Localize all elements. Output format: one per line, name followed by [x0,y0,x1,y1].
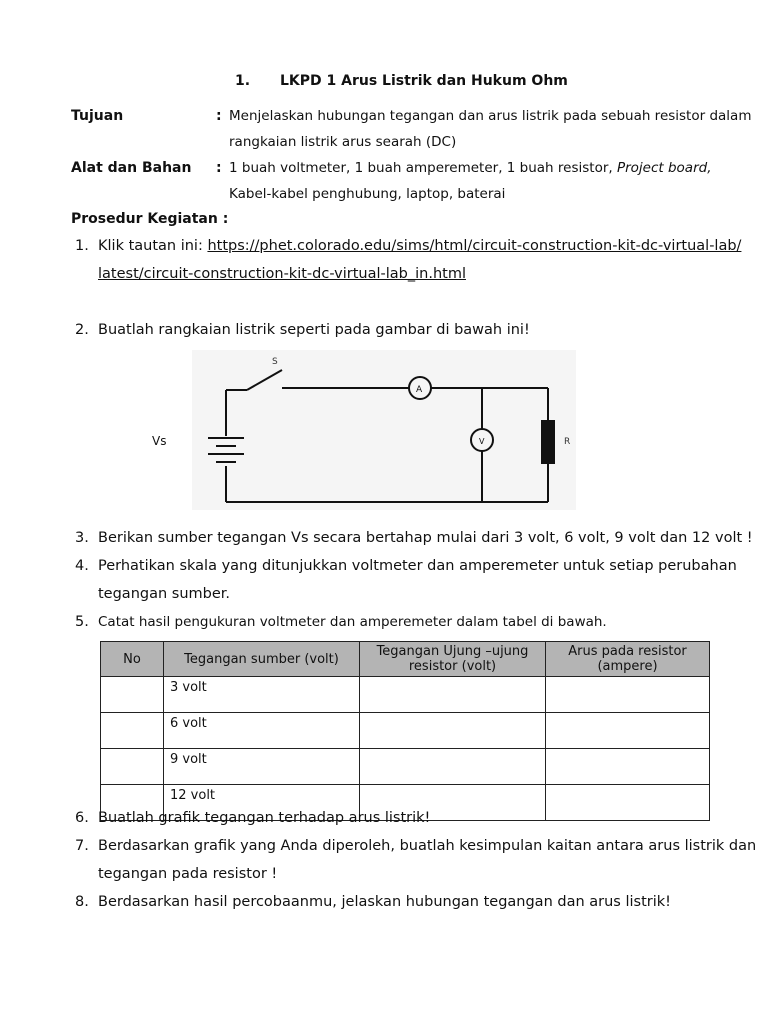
title-text: LKPD 1 Arus Listrik dan Hukum Ohm [280,73,568,89]
cell-source-voltage: 3 volt [164,677,360,713]
step-7-text: Berdasarkan grafik yang Anda diperoleh, buatlah kesimpulan kaitan antara arus listrik dan [98,838,757,854]
header-current-line1: Arus pada resistor [568,644,687,659]
ammeter-label: A [416,385,423,395]
tujuan-colon: : [216,108,222,124]
step-5-text: Catat hasil pengukuran voltmeter dan amperemeter dalam tabel di bawah. [98,614,607,630]
cell-current[interactable] [546,677,710,713]
step-3-number: 3. [75,530,89,546]
cell-current[interactable] [546,785,710,821]
tujuan-label: Tujuan [71,108,124,124]
step-7-text-cont: tegangan pada resistor ! [98,866,278,882]
step-3-text: Berikan sumber tegangan Vs secara bertahap mulai dari 3 volt, 6 volt, 9 volt dan 12 volt ! [98,530,753,546]
step-2-text: Buatlah rangkaian listrik seperti pada gambar di bawah ini! [98,322,530,338]
prosedur-label: Prosedur Kegiatan : [71,211,229,227]
header-resistor-voltage [360,642,546,677]
cell-source-voltage: 9 volt [164,749,360,785]
step-1-text [98,238,741,254]
step-4-text: Perhatikan skala yang ditunjukkan voltmeter dan amperemeter untuk setiap perubahan [98,558,737,574]
step-7-number: 7. [75,838,89,854]
resistor-icon [541,420,555,464]
step-8-number: 8. [75,894,89,910]
alat-line1 [229,160,712,176]
header-current [546,642,710,677]
switch-label: S [272,357,278,367]
tujuan-line1: Menjelaskan hubungan tegangan dan arus listrik pada sebuah resistor dalam [229,108,752,124]
tujuan-line2: rangkaian listrik arus searah (DC) [229,134,457,150]
table-row [101,677,710,713]
phet-link-part2[interactable]: latest/circuit-construction-kit-dc-virtual-lab_in.html [98,266,466,282]
table-header-row [101,642,710,677]
title-number: 1. [235,73,251,89]
step-4-number: 4. [75,558,89,574]
cell-no[interactable] [101,713,164,749]
circuit-background [192,350,576,510]
alat-label: Alat dan Bahan [71,160,192,176]
cell-resistor-voltage[interactable] [360,713,546,749]
step-2-number: 2. [75,322,89,338]
step-5-number: 5. [75,614,89,630]
step-6-text: Buatlah grafik tegangan terhadap arus listrik! [98,810,431,826]
cell-no[interactable] [101,749,164,785]
resistor-label: R [564,437,571,447]
measurement-table [100,641,710,821]
step-1-intro: Klik tautan ini: [98,238,208,254]
cell-current[interactable] [546,749,710,785]
source-label-text: Vs [152,434,167,448]
alat-colon: : [216,160,222,176]
cell-resistor-voltage[interactable] [360,677,546,713]
voltmeter-label: V [479,437,485,446]
step-4-text-cont: tegangan sumber. [98,586,231,602]
table-row [101,713,710,749]
header-no: No [101,642,164,677]
header-resistor-voltage-line2: resistor (volt) [408,659,497,674]
step-8-text: Berdasarkan hasil percobaanmu, jelaskan hubungan tegangan dan arus listrik! [98,894,671,910]
alat-line1-text: 1 buah voltmeter, 1 buah amperemeter, 1 buah resistor, [229,160,617,176]
phet-link-part1[interactable]: https://phet.colorado.edu/sims/html/circuit-construction-kit-dc-virtual-lab/ [207,238,742,254]
alat-line2: Kabel-kabel penghubung, laptop, baterai [229,186,506,202]
header-resistor-voltage-line1: Tegangan Ujung –ujung [376,644,529,659]
header-current-line2: (ampere) [597,659,658,674]
cell-no[interactable] [101,677,164,713]
table-row [101,749,710,785]
cell-source-voltage: 12 volt [164,785,360,821]
header-source-voltage: Tegangan sumber (volt) [164,642,360,677]
cell-current[interactable] [546,713,710,749]
cell-source-voltage: 6 volt [164,713,360,749]
circuit-diagram [192,350,576,510]
alat-line1-italic: Project board, [616,160,712,176]
step-6-number: 6. [75,810,89,826]
cell-resistor-voltage[interactable] [360,749,546,785]
step-1-number: 1. [75,238,89,254]
